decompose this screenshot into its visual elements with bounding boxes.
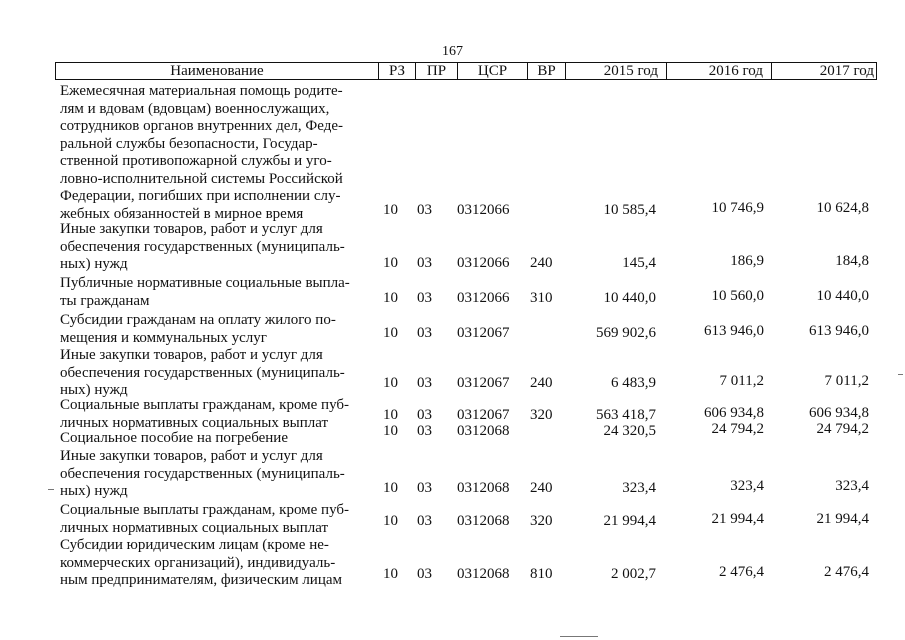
scan-mark xyxy=(560,636,598,637)
row-2017: 24 794,2 xyxy=(816,421,869,437)
row-rz: 10 xyxy=(383,513,398,529)
row-2015: 10 440,0 xyxy=(603,290,656,306)
row-pr: 03 xyxy=(417,375,432,391)
header-2015: 2015 год xyxy=(565,63,666,79)
header-name: Наименование xyxy=(170,63,264,79)
row-2017: 2 476,4 xyxy=(824,564,869,580)
row-name: Ежемесячная материальная помощь родите- лям и вдовам (вдовцам) военнослужащих, сотрудников органов внутренних дел, Феде- ральной службы безопасности, Государ- ственной противопожарной службы и уго- ловно-исполнительной системы Российской Федерации, погибших при исполнении слу- жебных обязанностей в мирное время xyxy=(60,83,343,222)
row-2015: 21 994,4 xyxy=(603,513,656,529)
row-name: Иные закупки товаров, работ и услуг для обеспечения государственных (муниципаль- ных) нужд xyxy=(60,448,345,499)
row-name: Иные закупки товаров, работ и услуг для обеспечения государственных (муниципаль- ных) нужд xyxy=(60,347,345,398)
row-2016: 613 946,0 xyxy=(704,323,764,339)
row-2017: 7 011,2 xyxy=(824,373,869,389)
row-name: Субсидии гражданам на оплату жилого по- мещения и коммунальных услуг xyxy=(60,312,336,346)
row-pr: 03 xyxy=(417,480,432,496)
row-pr: 03 xyxy=(417,202,432,218)
row-2015: 6 483,9 xyxy=(611,375,656,391)
row-csr: 0312067 xyxy=(457,407,510,423)
row-pr: 03 xyxy=(417,423,432,439)
row-name: Социальное пособие на погребение xyxy=(60,430,288,446)
row-2017: 21 994,4 xyxy=(816,511,869,527)
row-csr: 0312066 xyxy=(457,202,510,218)
row-csr: 0312068 xyxy=(457,423,510,439)
scan-mark xyxy=(898,374,903,375)
row-pr: 03 xyxy=(417,290,432,306)
row-2015: 2 002,7 xyxy=(611,566,656,582)
row-name: Социальные выплаты гражданам, кроме пуб- личных нормативных социальных выплат xyxy=(60,397,350,431)
row-2016: 2 476,4 xyxy=(719,564,764,580)
row-vr: 810 xyxy=(530,566,553,582)
row-pr: 03 xyxy=(417,255,432,271)
row-2015: 563 418,7 xyxy=(596,407,656,423)
row-2016: 10 560,0 xyxy=(711,288,764,304)
row-2015: 24 320,5 xyxy=(603,423,656,439)
row-rz: 10 xyxy=(383,375,398,391)
row-name: Субсидии юридическим лицам (кроме не- коммерческих организаций), индивидуаль- ным предпринимателям, физическим лицам xyxy=(60,537,343,588)
row-2016: 21 994,4 xyxy=(711,511,764,527)
row-csr: 0312067 xyxy=(457,325,510,341)
row-2017: 184,8 xyxy=(835,253,869,269)
row-2017: 613 946,0 xyxy=(809,323,869,339)
row-vr: 320 xyxy=(530,513,553,529)
row-csr: 0312066 xyxy=(457,255,510,271)
row-2016: 186,9 xyxy=(730,253,764,269)
row-pr: 03 xyxy=(417,513,432,529)
row-rz: 10 xyxy=(383,290,398,306)
header-csr: ЦСР xyxy=(457,63,527,79)
row-csr: 0312067 xyxy=(457,375,510,391)
header-rz: РЗ xyxy=(378,63,415,79)
row-name: Социальные выплаты гражданам, кроме пуб- личных нормативных социальных выплат xyxy=(60,502,350,536)
row-2016: 24 794,2 xyxy=(711,421,764,437)
row-rz: 10 xyxy=(383,202,398,218)
row-rz: 10 xyxy=(383,480,398,496)
row-vr: 240 xyxy=(530,255,553,271)
row-vr: 310 xyxy=(530,290,553,306)
row-2015: 10 585,4 xyxy=(603,202,656,218)
row-2017: 10 624,8 xyxy=(816,200,869,216)
row-csr: 0312068 xyxy=(457,566,510,582)
row-pr: 03 xyxy=(417,407,432,423)
row-rz: 10 xyxy=(383,255,398,271)
header-2017: 2017 год xyxy=(771,63,878,79)
row-rz: 10 xyxy=(383,566,398,582)
row-2017: 606 934,8 xyxy=(809,405,869,421)
row-rz: 10 xyxy=(383,407,398,423)
row-pr: 03 xyxy=(417,325,432,341)
row-vr: 240 xyxy=(530,480,553,496)
header-2016: 2016 год xyxy=(666,63,771,79)
page-number: 167 xyxy=(442,44,463,59)
table-header xyxy=(55,62,877,80)
row-2016: 606 934,8 xyxy=(704,405,764,421)
header-pr: ПР xyxy=(415,63,457,79)
row-pr: 03 xyxy=(417,566,432,582)
row-2017: 10 440,0 xyxy=(816,288,869,304)
row-vr: 320 xyxy=(530,407,553,423)
row-name: Публичные нормативные социальные выпла- ты гражданам xyxy=(60,275,350,309)
row-2015: 569 902,6 xyxy=(596,325,656,341)
header-vr: ВР xyxy=(527,63,565,79)
row-2017: 323,4 xyxy=(835,478,869,494)
row-csr: 0312066 xyxy=(457,290,510,306)
row-2016: 323,4 xyxy=(730,478,764,494)
row-rz: 10 xyxy=(383,423,398,439)
row-2016: 7 011,2 xyxy=(719,373,764,389)
row-csr: 0312068 xyxy=(457,480,510,496)
row-2016: 10 746,9 xyxy=(711,200,764,216)
scan-mark xyxy=(48,489,54,490)
row-2015: 323,4 xyxy=(622,480,656,496)
row-2015: 145,4 xyxy=(622,255,656,271)
row-name: Иные закупки товаров, работ и услуг для обеспечения государственных (муниципаль- ных) нужд xyxy=(60,221,345,272)
row-rz: 10 xyxy=(383,325,398,341)
row-vr: 240 xyxy=(530,375,553,391)
row-csr: 0312068 xyxy=(457,513,510,529)
